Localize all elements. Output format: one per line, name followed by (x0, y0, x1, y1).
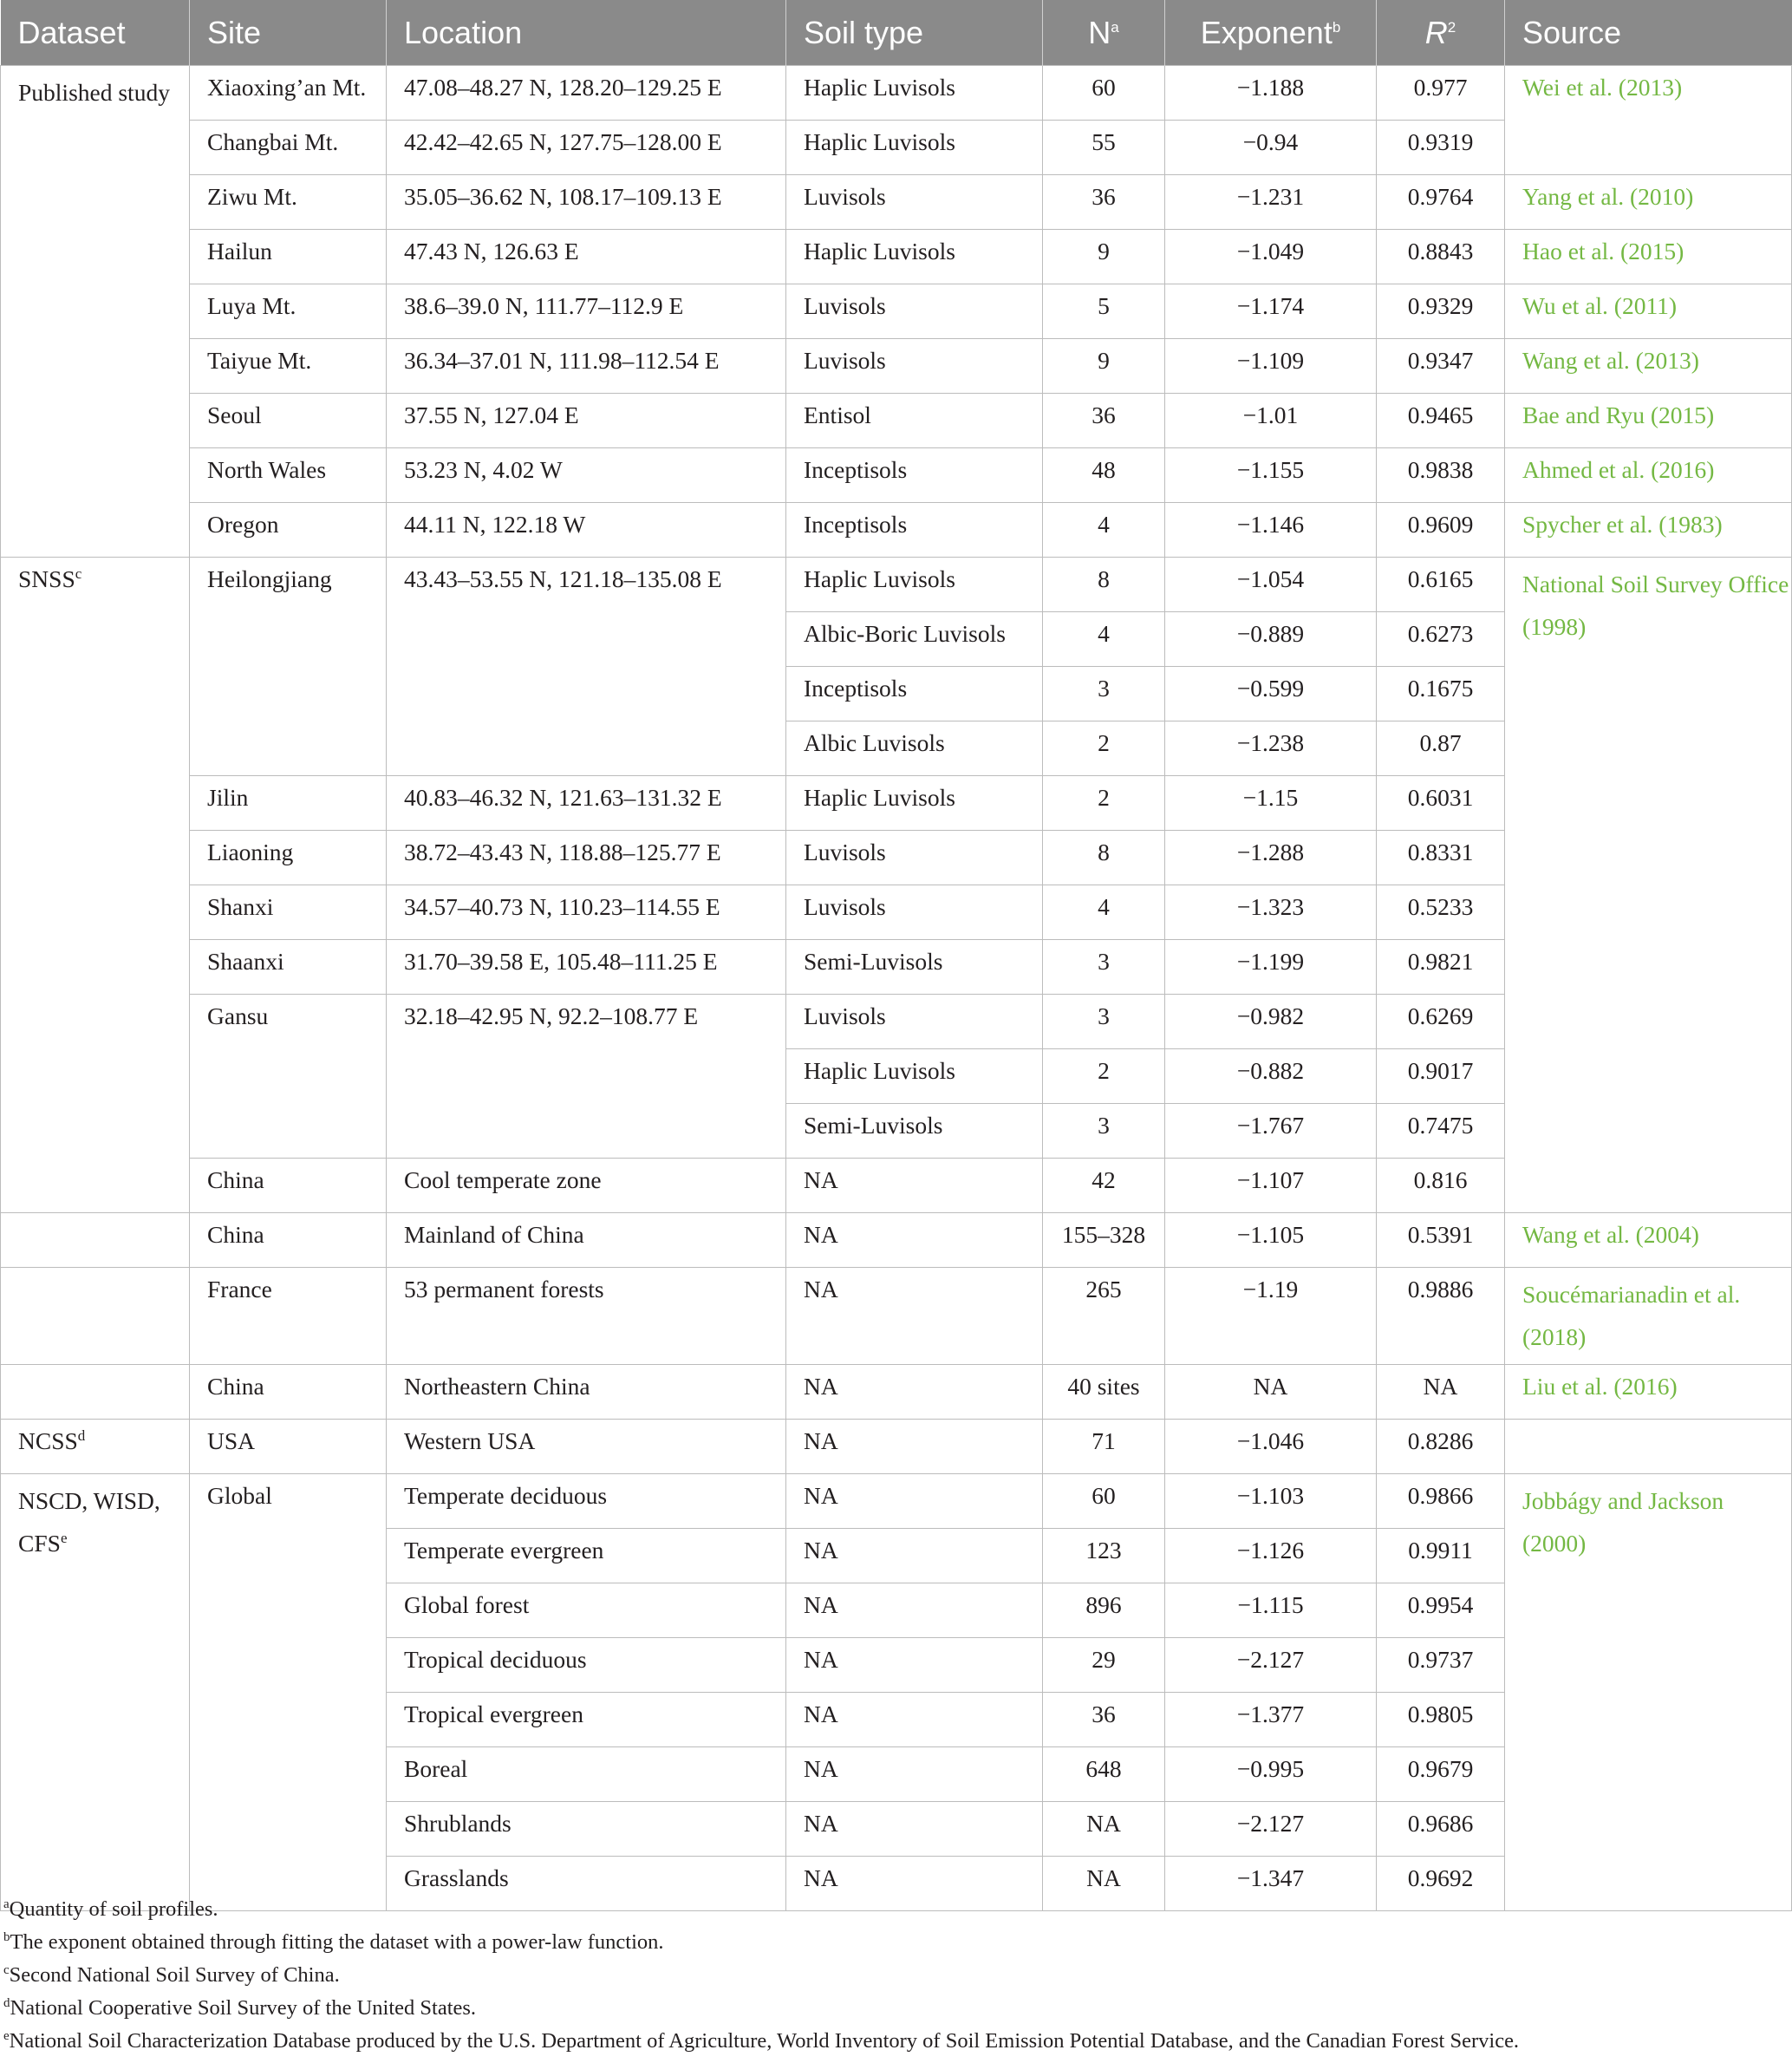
soil-type-cell: Luvisols (786, 831, 1043, 885)
location-cell: 32.18–42.95 N, 92.2–108.77 E (387, 995, 786, 1159)
exponent-cell: −1.377 (1165, 1693, 1377, 1747)
n-cell: 40 sites (1043, 1365, 1165, 1420)
location-cell: 38.72–43.43 N, 118.88–125.77 E (387, 831, 786, 885)
n-cell: 36 (1043, 394, 1165, 448)
table-row (1, 1268, 1792, 1365)
table-row (1, 66, 1792, 121)
footnote-mark: b (3, 1929, 10, 1944)
soil-type-cell: Haplic Luvisols (786, 558, 1043, 612)
exponent-cell: −1.288 (1165, 831, 1377, 885)
soil-type-cell: Inceptisols (786, 503, 1043, 558)
footnote-ref-b: b (1332, 18, 1341, 36)
soil-type-cell: Luvisols (786, 284, 1043, 339)
site-cell: Gansu (190, 995, 387, 1159)
dataset-cell-published: Published study (1, 66, 190, 558)
source-link-nsso[interactable]: National Soil Survey Office (1998) (1505, 558, 1792, 1213)
r2-cell: 0.9017 (1377, 1049, 1505, 1104)
soil-type-cell: NA (786, 1747, 1043, 1802)
footnote-mark: e (3, 2028, 10, 2043)
soil-type-cell: Haplic Luvisols (786, 121, 1043, 175)
soil-type-cell: NA (786, 1474, 1043, 1529)
dataset-label-ncss: NCSS (18, 1427, 78, 1454)
table-row (1, 175, 1792, 230)
exponent-cell: −1.049 (1165, 230, 1377, 284)
n-cell: 55 (1043, 121, 1165, 175)
r2-cell: 0.6165 (1377, 558, 1505, 612)
exponent-cell: −1.115 (1165, 1583, 1377, 1638)
source-link-wu[interactable]: Wu et al. (2011) (1505, 284, 1792, 339)
site-cell: Oregon (190, 503, 387, 558)
soil-type-cell: Entisol (786, 394, 1043, 448)
table-body (1, 66, 1792, 1911)
table-row (1, 394, 1792, 448)
soil-type-cell: Semi-Luvisols (786, 1104, 1043, 1159)
r2-cell: 0.9465 (1377, 394, 1505, 448)
r2-cell: 0.8331 (1377, 831, 1505, 885)
location-cell: 42.42–42.65 N, 127.75–128.00 E (387, 121, 786, 175)
site-cell: Taiyue Mt. (190, 339, 387, 394)
exponent-cell: −0.882 (1165, 1049, 1377, 1104)
soil-type-cell: Semi-Luvisols (786, 940, 1043, 995)
soil-type-cell: NA (786, 1159, 1043, 1213)
r2-cell: 0.9737 (1377, 1638, 1505, 1693)
location-cell: Cool temperate zone (387, 1159, 786, 1213)
r2-cell: 0.9821 (1377, 940, 1505, 995)
location-cell: Northeastern China (387, 1365, 786, 1420)
location-cell: Western USA (387, 1420, 786, 1474)
n-cell: 3 (1043, 667, 1165, 721)
n-cell: 896 (1043, 1583, 1165, 1638)
footnote-d (3, 1992, 1519, 2025)
n-cell: 123 (1043, 1529, 1165, 1583)
soil-type-cell: NA (786, 1638, 1043, 1693)
n-cell: NA (1043, 1857, 1165, 1911)
n-cell: 4 (1043, 612, 1165, 667)
table-row (1, 1213, 1792, 1268)
n-cell: 265 (1043, 1268, 1165, 1365)
exponent-cell: −1.103 (1165, 1474, 1377, 1529)
soil-type-cell: Inceptisols (786, 667, 1043, 721)
source-link-jobbagy[interactable]: Jobbágy and Jackson (2000) (1505, 1474, 1792, 1911)
location-cell: 53.23 N, 4.02 W (387, 448, 786, 503)
n-cell: 8 (1043, 831, 1165, 885)
location-cell: Temperate evergreen (387, 1529, 786, 1583)
location-cell: Tropical evergreen (387, 1693, 786, 1747)
location-cell: Tropical deciduous (387, 1638, 786, 1693)
exponent-cell: −1.188 (1165, 66, 1377, 121)
r2-cell: 0.9911 (1377, 1529, 1505, 1583)
dataset-cell-empty (1, 1268, 190, 1365)
source-link-hao[interactable]: Hao et al. (2015) (1505, 230, 1792, 284)
location-cell: Mainland of China (387, 1213, 786, 1268)
r2-cell: 0.1675 (1377, 667, 1505, 721)
n-cell: 5 (1043, 284, 1165, 339)
n-cell: 4 (1043, 885, 1165, 940)
exponent-cell: −1.238 (1165, 721, 1377, 776)
r2-cell: NA (1377, 1365, 1505, 1420)
r2-cell: 0.816 (1377, 1159, 1505, 1213)
header-r2-sup: 2 (1447, 18, 1456, 36)
exponent-cell: −1.046 (1165, 1420, 1377, 1474)
header-dataset: Dataset (1, 0, 190, 66)
table-row (1, 558, 1792, 612)
location-cell: Grasslands (387, 1857, 786, 1911)
n-cell: 3 (1043, 995, 1165, 1049)
site-cell: China (190, 1159, 387, 1213)
r2-cell: 0.9319 (1377, 121, 1505, 175)
exponent-cell: −2.127 (1165, 1638, 1377, 1693)
soil-type-cell: Luvisols (786, 339, 1043, 394)
r2-cell: 0.6273 (1377, 612, 1505, 667)
r2-cell: 0.7475 (1377, 1104, 1505, 1159)
exponent-cell: −1.126 (1165, 1529, 1377, 1583)
exponent-cell: −2.127 (1165, 1802, 1377, 1857)
location-cell: Boreal (387, 1747, 786, 1802)
exponent-cell: −1.767 (1165, 1104, 1377, 1159)
n-cell: 60 (1043, 1474, 1165, 1529)
r2-cell: 0.9679 (1377, 1747, 1505, 1802)
dataset-cell-ncss (1, 1420, 190, 1474)
source-link-yang[interactable]: Yang et al. (2010) (1505, 175, 1792, 230)
header-location: Location (387, 0, 786, 66)
table-row (1, 503, 1792, 558)
location-cell: 47.43 N, 126.63 E (387, 230, 786, 284)
exponent-cell: −0.94 (1165, 121, 1377, 175)
exponent-cell: −1.231 (1165, 175, 1377, 230)
source-link-spycher[interactable]: Spycher et al. (1983) (1505, 503, 1792, 558)
site-cell: Liaoning (190, 831, 387, 885)
r2-cell: 0.9838 (1377, 448, 1505, 503)
table-header-row (1, 0, 1792, 66)
footnote-text: National Soil Characterization Database produced by the U.S. Department of Agriculture, World Inventory of Soil Emission Potential Database, and the Canadian Forest Service. (9, 2029, 1520, 2053)
location-cell: 53 permanent forests (387, 1268, 786, 1365)
footnote-text: The exponent obtained through fitting the dataset with a power-law function. (10, 1930, 664, 1954)
dataset-label-snss: SNSS (18, 565, 75, 592)
exponent-cell: −1.19 (1165, 1268, 1377, 1365)
header-n (1043, 0, 1165, 66)
location-cell: Global forest (387, 1583, 786, 1638)
table-row (1, 284, 1792, 339)
site-cell: Luya Mt. (190, 284, 387, 339)
header-r2-label: R (1424, 14, 1448, 50)
n-cell: 2 (1043, 721, 1165, 776)
n-cell: 3 (1043, 1104, 1165, 1159)
site-cell: Global (190, 1474, 387, 1911)
n-cell: 9 (1043, 339, 1165, 394)
site-cell: Ziwu Mt. (190, 175, 387, 230)
soil-type-cell: NA (786, 1213, 1043, 1268)
site-cell: Seoul (190, 394, 387, 448)
header-source: Source (1505, 0, 1792, 66)
location-cell: 35.05–36.62 N, 108.17–109.13 E (387, 175, 786, 230)
n-cell: 2 (1043, 1049, 1165, 1104)
r2-cell: 0.9886 (1377, 1268, 1505, 1365)
n-cell: 3 (1043, 940, 1165, 995)
location-cell: 44.11 N, 122.18 W (387, 503, 786, 558)
footnote-e (3, 2025, 1519, 2058)
soil-type-cell: Luvisols (786, 885, 1043, 940)
footnote-text: National Cooperative Soil Survey of the United States. (10, 1996, 477, 2020)
soil-type-cell: Haplic Luvisols (786, 776, 1043, 831)
site-cell: Shanxi (190, 885, 387, 940)
n-cell: 36 (1043, 175, 1165, 230)
soil-type-cell: Inceptisols (786, 448, 1043, 503)
source-link-bae[interactable]: Bae and Ryu (2015) (1505, 394, 1792, 448)
footnote-text: Second National Soil Survey of China. (9, 1963, 340, 1987)
exponent-cell: NA (1165, 1365, 1377, 1420)
exponent-cell: −1.199 (1165, 940, 1377, 995)
footnote-text: Quantity of soil profiles. (9, 1897, 218, 1921)
n-cell: 8 (1043, 558, 1165, 612)
r2-cell: 0.9347 (1377, 339, 1505, 394)
soil-type-cell: Luvisols (786, 175, 1043, 230)
n-cell: 71 (1043, 1420, 1165, 1474)
table-row (1, 1365, 1792, 1420)
location-cell: Temperate deciduous (387, 1474, 786, 1529)
r2-cell: 0.87 (1377, 721, 1505, 776)
site-cell: Jilin (190, 776, 387, 831)
header-site: Site (190, 0, 387, 66)
site-cell: Heilongjiang (190, 558, 387, 776)
site-cell: North Wales (190, 448, 387, 503)
footnote-mark: a (3, 1897, 10, 1911)
exponent-cell: −0.982 (1165, 995, 1377, 1049)
r2-cell: 0.9805 (1377, 1693, 1505, 1747)
r2-cell: 0.9866 (1377, 1474, 1505, 1529)
source-link-wang-2013[interactable]: Wang et al. (2013) (1505, 339, 1792, 394)
soil-type-cell: Haplic Luvisols (786, 1049, 1043, 1104)
location-cell: Shrublands (387, 1802, 786, 1857)
site-cell: Hailun (190, 230, 387, 284)
footnote-c (3, 1959, 1519, 1992)
r2-cell: 0.977 (1377, 66, 1505, 121)
location-cell: 34.57–40.73 N, 110.23–114.55 E (387, 885, 786, 940)
dataset-cell-empty (1, 1365, 190, 1420)
table-row (1, 448, 1792, 503)
exponent-cell: −1.174 (1165, 284, 1377, 339)
exponent-cell: −0.995 (1165, 1747, 1377, 1802)
table-row (1, 1474, 1792, 1529)
r2-cell: 0.8286 (1377, 1420, 1505, 1474)
n-cell: 4 (1043, 503, 1165, 558)
header-exponent (1165, 0, 1377, 66)
site-cell: Xiaoxing’an Mt. (190, 66, 387, 121)
n-cell: 9 (1043, 230, 1165, 284)
n-cell: 42 (1043, 1159, 1165, 1213)
table-row (1, 1420, 1792, 1474)
footnote-mark: d (3, 1995, 10, 2010)
exponent-cell: −1.323 (1165, 885, 1377, 940)
n-cell: 36 (1043, 1693, 1165, 1747)
header-n-label: N (1088, 14, 1111, 50)
header-soil-type: Soil type (786, 0, 1043, 66)
site-cell: China (190, 1213, 387, 1268)
exponent-cell: −1.15 (1165, 776, 1377, 831)
n-cell: 648 (1043, 1747, 1165, 1802)
r2-cell: 0.5233 (1377, 885, 1505, 940)
footnote-b (3, 1926, 1519, 1959)
exponent-cell: −1.347 (1165, 1857, 1377, 1911)
soil-type-cell: NA (786, 1583, 1043, 1638)
soil-type-cell: Haplic Luvisols (786, 230, 1043, 284)
source-link-wang-2004[interactable]: Wang et al. (2004) (1505, 1213, 1792, 1268)
footnote-mark: c (3, 1962, 10, 1977)
location-cell: 37.55 N, 127.04 E (387, 394, 786, 448)
r2-cell: 0.8843 (1377, 230, 1505, 284)
site-cell: China (190, 1365, 387, 1420)
location-cell: 47.08–48.27 N, 128.20–129.25 E (387, 66, 786, 121)
dataset-cell-snss (1, 558, 190, 1213)
dataset-cell-empty (1, 1213, 190, 1268)
source-link-liu[interactable]: Liu et al. (2016) (1505, 1365, 1792, 1420)
r2-cell: 0.9686 (1377, 1802, 1505, 1857)
exponent-cell: −0.889 (1165, 612, 1377, 667)
table-row (1, 339, 1792, 394)
soil-type-cell: NA (786, 1268, 1043, 1365)
site-cell: Changbai Mt. (190, 121, 387, 175)
n-cell: 48 (1043, 448, 1165, 503)
soil-type-cell: Albic Luvisols (786, 721, 1043, 776)
location-cell: 36.34–37.01 N, 111.98–112.54 E (387, 339, 786, 394)
soil-type-cell: NA (786, 1693, 1043, 1747)
footnote-ref-d: d (77, 1426, 86, 1444)
exponent-cell: −0.599 (1165, 667, 1377, 721)
r2-cell: 0.6031 (1377, 776, 1505, 831)
location-cell: 31.70–39.58 E, 105.48–111.25 E (387, 940, 786, 995)
r2-cell: 0.9692 (1377, 1857, 1505, 1911)
soil-type-cell: NA (786, 1420, 1043, 1474)
dataset-label-global: NSCD, WISD, CFS (18, 1487, 160, 1557)
table-footnotes (3, 1893, 1519, 2058)
exponent-cell: −1.155 (1165, 448, 1377, 503)
source-cell-empty (1505, 1420, 1792, 1474)
site-cell: France (190, 1268, 387, 1365)
soil-type-cell: NA (786, 1802, 1043, 1857)
site-cell: Shaanxi (190, 940, 387, 995)
exponent-cell: −1.01 (1165, 394, 1377, 448)
footnote-ref-c: c (75, 565, 82, 582)
location-cell: 40.83–46.32 N, 121.63–131.32 E (387, 776, 786, 831)
table-row (1, 230, 1792, 284)
n-cell: 29 (1043, 1638, 1165, 1693)
r2-cell: 0.9764 (1377, 175, 1505, 230)
r2-cell: 0.9954 (1377, 1583, 1505, 1638)
footnote-ref-a: a (1111, 18, 1119, 36)
footnote-a (3, 1893, 1519, 1926)
r2-cell: 0.9329 (1377, 284, 1505, 339)
source-link-wei[interactable]: Wei et al. (2013) (1505, 66, 1792, 175)
soil-type-cell: NA (786, 1857, 1043, 1911)
source-link-ahmed[interactable]: Ahmed et al. (2016) (1505, 448, 1792, 503)
header-exponent-label: Exponent (1200, 14, 1333, 50)
soil-type-cell: Haplic Luvisols (786, 66, 1043, 121)
footnote-ref-e: e (60, 1529, 68, 1546)
exponent-cell: −1.146 (1165, 503, 1377, 558)
n-cell: 2 (1043, 776, 1165, 831)
soil-type-cell: NA (786, 1529, 1043, 1583)
site-cell: USA (190, 1420, 387, 1474)
n-cell: NA (1043, 1802, 1165, 1857)
r2-cell: 0.9609 (1377, 503, 1505, 558)
r2-cell: 0.5391 (1377, 1213, 1505, 1268)
exponent-cell: −1.054 (1165, 558, 1377, 612)
exponent-cell: −1.109 (1165, 339, 1377, 394)
location-cell: 43.43–53.55 N, 121.18–135.08 E (387, 558, 786, 776)
exponent-cell: −1.105 (1165, 1213, 1377, 1268)
soil-type-cell: Albic-Boric Luvisols (786, 612, 1043, 667)
n-cell: 60 (1043, 66, 1165, 121)
soil-type-cell: NA (786, 1365, 1043, 1420)
header-r2 (1377, 0, 1505, 66)
exponent-cell: −1.107 (1165, 1159, 1377, 1213)
n-cell: 155–328 (1043, 1213, 1165, 1268)
location-cell: 38.6–39.0 N, 111.77–112.9 E (387, 284, 786, 339)
dataset-cell-global (1, 1474, 190, 1911)
source-link-soucemarianadin[interactable]: Soucémarianadin et al. (2018) (1505, 1268, 1792, 1365)
soil-type-cell: Luvisols (786, 995, 1043, 1049)
r2-cell: 0.6269 (1377, 995, 1505, 1049)
